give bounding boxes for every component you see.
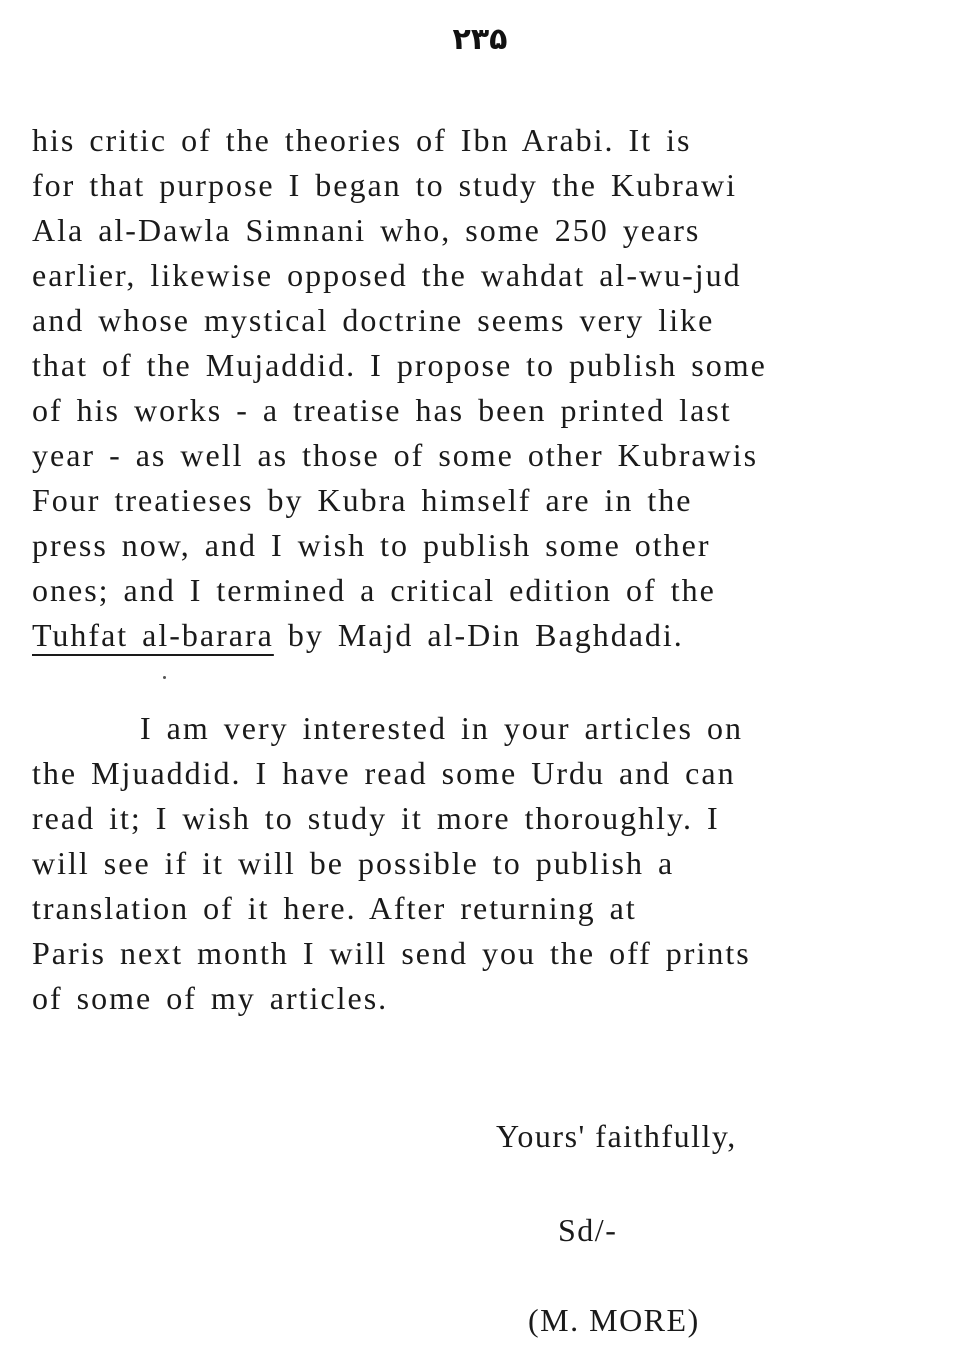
text-line: ones; and I termined a critical edition of the	[32, 572, 716, 608]
text-line: for that purpose I began to study the Kubrawi	[32, 167, 737, 203]
letter-paragraph-1	[32, 118, 932, 658]
text-line-last	[32, 613, 932, 658]
text-line: I am very interested in your articles on	[140, 710, 743, 746]
text-line: earlier, likewise opposed the wahdat al-wu-jud	[32, 257, 742, 293]
text-line-rest: by Majd al-Din Baghdadi.	[273, 617, 684, 653]
text-line: his critic of the theories of Ibn Arabi. It is	[32, 122, 692, 158]
text-line: Four treatieses by Kubra himself are in the	[32, 482, 693, 518]
book-title-underlined: Tuhfat al-barara	[32, 617, 274, 653]
text-line: the Mjuaddid. I have read some Urdu and can	[32, 755, 736, 791]
text-line: year - as well as those of some other Kubrawis	[32, 437, 759, 473]
text-line: that of the Mujaddid. I propose to publish some	[32, 347, 767, 383]
text-line: translation of it here. After returning at	[32, 890, 637, 926]
signatory-name: (M. MORE)	[528, 1302, 700, 1338]
text-line: of some of my articles.	[32, 980, 389, 1016]
scan-speck	[163, 676, 166, 679]
text-line: will see if it will be possible to publish a	[32, 845, 675, 881]
text-line: and whose mystical doctrine seems very like	[32, 302, 715, 338]
page-number: ۲۳۵	[452, 22, 508, 57]
text-line: of his works - a treatise has been printed last	[32, 392, 732, 428]
letter-paragraph-2	[32, 706, 932, 1021]
text-line: Ala al-Dawla Simnani who, some 250 years	[32, 212, 701, 248]
text-line: press now, and I wish to publish some other	[32, 527, 711, 563]
text-line: Paris next month I will send you the off prints	[32, 935, 751, 971]
closing-salutation: Yours' faithfully,	[496, 1118, 737, 1154]
signature-mark: Sd/-	[558, 1212, 618, 1248]
text-line: read it; I wish to study it more thoroughly. I	[32, 800, 720, 836]
